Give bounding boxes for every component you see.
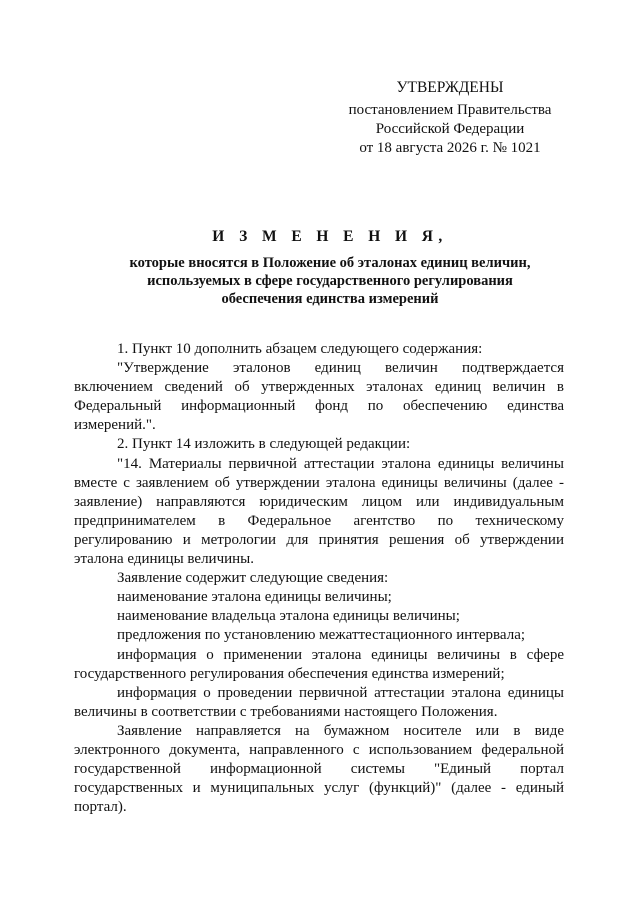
approval-line: Российской Федерации (375, 121, 525, 137)
body-paragraph: наименование владельца эталона единицы величины; (117, 608, 460, 625)
document-body (74, 340, 564, 817)
approval-line: постановлением Правительства (348, 102, 552, 118)
body-paragraph: Заявление направляется на бумажном носителе или в виде электронного документа, направленного с использованием федеральной государственной информационной системы "Единый портал государственных и муниципальных услуг (функций)" (далее - единый портал). (74, 722, 564, 816)
document-subtitle-line: используемых в сфере государственного регулирования (147, 273, 513, 289)
document-title: И З М Е Н Е Н И Я, (212, 228, 448, 245)
document-subtitle-line: обеспечения единства измерений (221, 291, 439, 307)
body-paragraph: 2. Пункт 14 изложить в следующей редакции: (117, 436, 411, 453)
body-paragraph: информация о применении эталона единицы величины в сфере государственного регулирования обеспечения единства измерений; (74, 646, 564, 682)
document-subtitle-line: которые вносятся в Положение об эталонах единиц величин, (129, 255, 531, 271)
approval-stamp (330, 78, 570, 158)
body-paragraph: Заявление содержит следующие сведения: (117, 570, 389, 587)
body-paragraph: 1. Пункт 10 дополнить абзацем следующего содержания: (117, 341, 483, 357)
body-paragraph: "Утверждение эталонов единиц величин подтверждается включением сведений об утвержденных эталонах единиц величин в Федеральный информационный фонд по обеспечению единства измерений.". (74, 360, 564, 434)
body-paragraph: предложения по установлению межаттестационного интервала; (117, 627, 526, 644)
approval-heading: УТВЕРЖДЕНЫ (396, 79, 504, 96)
approval-line: от 18 августа 2026 г. № 1021 (359, 140, 541, 156)
document-title-block (70, 228, 590, 308)
body-paragraph: информация о проведении первичной аттестации эталона единицы величины в соответствии с требованиями настоящего Положения. (74, 684, 564, 720)
body-paragraph: "14. Материалы первичной аттестации эталона единицы величины вместе с заявлением об утверждении эталона единицы величины (далее - заявление) направляются юридическим лицом или индивидуальным предпринимателем в Федеральное агентство по техническому регулированию и метрологии для принятия решения об утверждении эталона единицы величины. (74, 455, 564, 568)
body-paragraph: наименование эталона единицы величины; (117, 589, 392, 606)
